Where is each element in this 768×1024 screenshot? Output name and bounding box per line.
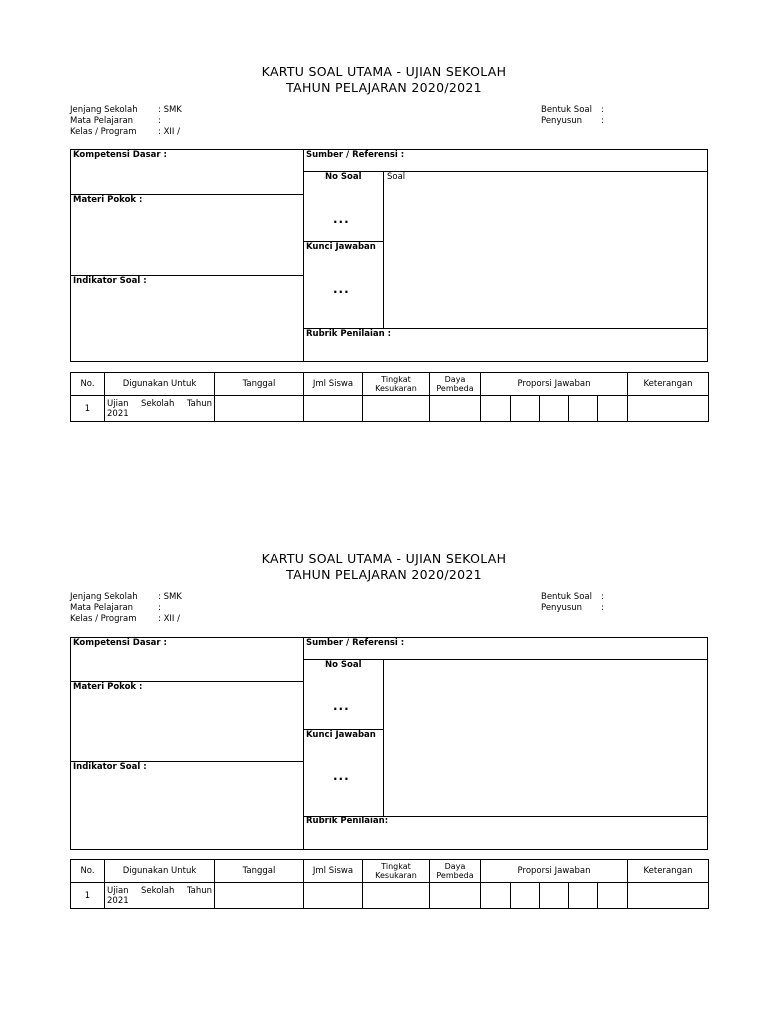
th-proporsi: Proporsi Jawaban bbox=[481, 860, 628, 883]
card-title-line1: KARTU SOAL UTAMA - UJIAN SEKOLAH bbox=[261, 551, 507, 566]
cell-no: 1 bbox=[71, 396, 105, 422]
th-jml-siswa: Jml Siswa bbox=[304, 373, 363, 396]
kartu-soal-2 bbox=[0, 551, 768, 951]
cell-proporsi bbox=[481, 396, 511, 422]
kunci-label: Kunci Jawaban bbox=[306, 730, 376, 740]
th-tingkat-kesukaran: Tingkat Kesukaran bbox=[363, 860, 430, 883]
th-keterangan: Keterangan bbox=[628, 373, 709, 396]
th-digunakan: Digunakan Untuk bbox=[105, 373, 215, 396]
penyusun-value: : bbox=[601, 116, 604, 126]
th-jml-siswa: Jml Siswa bbox=[304, 860, 363, 883]
no-soal-label: No Soal bbox=[325, 660, 362, 670]
cell-proporsi bbox=[540, 396, 569, 422]
th-tingkat-kesukaran: Tingkat Kesukaran bbox=[363, 373, 430, 396]
bentuk-soal-label: Bentuk Soal bbox=[541, 592, 592, 602]
cell-proporsi bbox=[481, 883, 511, 909]
bentuk-soal-label: Bentuk Soal bbox=[541, 105, 592, 115]
table-row bbox=[71, 396, 709, 422]
no-soal-label: No Soal bbox=[325, 172, 362, 182]
cell-tanggal bbox=[215, 396, 304, 422]
materi-label: Materi Pokok : bbox=[73, 195, 143, 205]
penyusun-value: : bbox=[601, 603, 604, 613]
jenjang-label: Jenjang Sekolah bbox=[70, 592, 138, 602]
cell-keterangan bbox=[628, 883, 709, 909]
cell-proporsi bbox=[598, 883, 628, 909]
sumber-label: Sumber / Referensi : bbox=[306, 638, 405, 648]
card-title-line2: TAHUN PELAJARAN 2020/2021 bbox=[286, 80, 482, 95]
card-title-line2: TAHUN PELAJARAN 2020/2021 bbox=[286, 567, 482, 582]
no-soal-value: ... bbox=[333, 212, 350, 226]
info-left bbox=[70, 105, 270, 141]
cell-digunakan: Ujian Sekolah Tahun 2021 bbox=[107, 885, 212, 906]
soal-label: Soal bbox=[387, 172, 406, 182]
info-left bbox=[70, 592, 270, 628]
th-proporsi: Proporsi Jawaban bbox=[481, 373, 628, 396]
cell-jml-siswa bbox=[304, 396, 363, 422]
th-tanggal: Tanggal bbox=[215, 860, 304, 883]
th-keterangan: Keterangan bbox=[628, 860, 709, 883]
indikator-label: Indikator Soal : bbox=[73, 762, 147, 772]
th-digunakan: Digunakan Untuk bbox=[105, 860, 215, 883]
analisis-table bbox=[70, 859, 709, 909]
cell-tanggal bbox=[215, 883, 304, 909]
cell-proporsi bbox=[569, 883, 598, 909]
table-row bbox=[71, 883, 709, 909]
cell-no: 1 bbox=[71, 883, 105, 909]
cell-tingkat bbox=[363, 883, 430, 909]
kunci-value: ... bbox=[333, 769, 350, 783]
cell-proporsi bbox=[511, 883, 540, 909]
rubrik-label: Rubrik Penilaian: bbox=[306, 816, 389, 826]
kunci-label: Kunci Jawaban bbox=[306, 242, 376, 252]
kartu-soal-1 bbox=[0, 64, 768, 464]
mapel-value: : bbox=[158, 603, 161, 613]
cell-keterangan bbox=[628, 396, 709, 422]
soal-box bbox=[70, 637, 708, 850]
th-daya-pembeda: Daya Pembeda bbox=[430, 373, 481, 396]
indikator-label: Indikator Soal : bbox=[73, 276, 147, 286]
penyusun-label: Penyusun bbox=[541, 116, 583, 126]
info-right bbox=[541, 105, 661, 129]
mapel-label: Mata Pelajaran bbox=[70, 603, 134, 613]
info-right bbox=[541, 592, 661, 616]
cell-jml-siswa bbox=[304, 883, 363, 909]
cell-proporsi bbox=[569, 396, 598, 422]
bentuk-soal-value: : bbox=[601, 592, 604, 602]
rubrik-label: Rubrik Penilaian : bbox=[306, 329, 392, 339]
cell-daya bbox=[430, 883, 481, 909]
mapel-value: : bbox=[158, 116, 161, 126]
cell-proporsi bbox=[540, 883, 569, 909]
kompetensi-label: Kompetensi Dasar : bbox=[73, 150, 167, 160]
kelas-value: : XII / bbox=[158, 127, 180, 137]
bentuk-soal-value: : bbox=[601, 105, 604, 115]
no-soal-value: ... bbox=[333, 699, 350, 713]
cell-digunakan: Ujian Sekolah Tahun 2021 bbox=[107, 398, 212, 419]
kelas-label: Kelas / Program bbox=[70, 614, 137, 624]
cell-proporsi bbox=[511, 396, 540, 422]
sumber-label: Sumber / Referensi : bbox=[306, 150, 405, 160]
jenjang-value: : SMK bbox=[158, 105, 182, 115]
card-title-line1: KARTU SOAL UTAMA - UJIAN SEKOLAH bbox=[261, 64, 507, 79]
cell-tingkat bbox=[363, 396, 430, 422]
kelas-label: Kelas / Program bbox=[70, 127, 137, 137]
materi-label: Materi Pokok : bbox=[73, 682, 143, 692]
mapel-label: Mata Pelajaran bbox=[70, 116, 134, 126]
th-no: No. bbox=[71, 373, 105, 396]
penyusun-label: Penyusun bbox=[541, 603, 583, 613]
cell-proporsi bbox=[598, 396, 628, 422]
jenjang-label: Jenjang Sekolah bbox=[70, 105, 138, 115]
th-no: No. bbox=[71, 860, 105, 883]
cell-daya bbox=[430, 396, 481, 422]
th-tanggal: Tanggal bbox=[215, 373, 304, 396]
kompetensi-label: Kompetensi Dasar : bbox=[73, 638, 167, 648]
analisis-table bbox=[70, 372, 709, 422]
kunci-value: ... bbox=[333, 282, 350, 296]
th-daya-pembeda: Daya Pembeda bbox=[430, 860, 481, 883]
jenjang-value: : SMK bbox=[158, 592, 182, 602]
kelas-value: : XII / bbox=[158, 614, 180, 624]
